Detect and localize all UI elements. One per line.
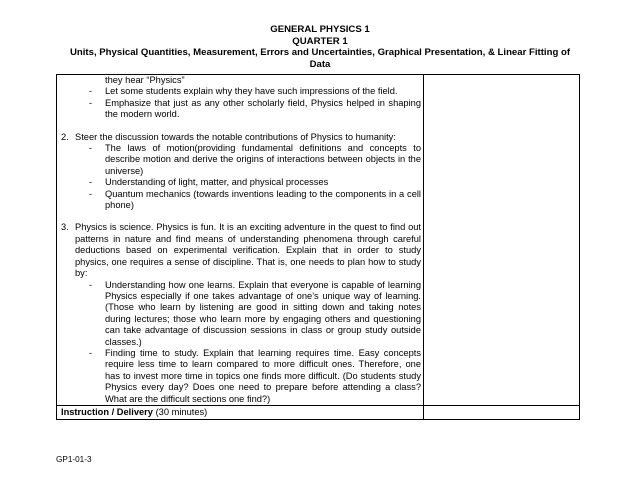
lesson-table [56,74,580,420]
bullet-text: Quantum mechanics (towards inventions leading to the components in a cell phone) [105,188,421,211]
page-footer-code: GP1-01-3 [56,455,92,464]
header-topic-continued: Data [309,58,331,70]
bullet-text: The laws of motion(providing fundamental definitions and concepts to describe motion and derive the origins of interactions between objects in the universe) [105,143,421,176]
section1-bullet [61,86,421,97]
section3-number: 3. [61,222,69,233]
bullet-text: Finding time to study. Explain that learning requires time. Easy concepts require less time to learn compared to more difficult ones. Therefore, one has to invest more time in topics one finds more difficult. (Do students study Physics every day? Does one need to prepare before attending a class? What are the difficult sections one find?) [105,347,421,404]
lesson-content-cell [61,75,421,405]
bullet-text: Understanding how one learns. Explain that everyone is capable of learning Physics especially if one takes advantage of one’s unique way of learning. (Those who learn by listening are good in sitting down and taking notes during lectures; those who learn more by engaging others and questioning can take advantage of discussion sessions in class or group study outside classes.) [105,279,421,347]
bullet-text: Understanding of light, matter, and physical processes [105,177,329,188]
bullet-text: Let some students explain why they have such impressions of the field. [105,86,398,97]
bullet-dash: - [89,177,93,188]
section2-text: Steer the discussion towards the notable contributions of Physics to humanity: [75,131,396,142]
section2-bullet [61,177,421,188]
bullet-dash: - [89,279,93,290]
header-course-title: GENERAL PHYSICS 1 [270,24,370,35]
section1-bullet [61,98,421,121]
bullet-dash: - [89,97,93,108]
row-divider [57,405,579,406]
header-quarter: QUARTER 1 [292,35,348,47]
column-divider [423,75,424,419]
section3-item [61,222,421,279]
section3-bullet [61,280,421,348]
section2-item [61,132,421,143]
section3-text: Physics is science. Physics is fun. It is an exciting adventure in the quest to find out patterns in nature and find means of understanding phenomena through careful deductions based on experimental verification. Explain that in order to study physics, one requires a sense of discipline. That is, one needs to plan how to study by: [75,222,421,279]
document-header [40,24,600,70]
bullet-dash: - [89,188,93,199]
section1-continuation: they hear “Physics” [105,75,185,85]
header-topic: Units, Physical Quantities, Measurement, Errors and Uncertainties, Graphical Presentation, & Linear Fitting of [69,47,571,59]
section2-bullet [61,189,421,212]
section3-bullet [61,348,421,405]
instruction-duration: (30 minutes) [155,407,208,417]
instruction-label: Instruction / Delivery [61,407,153,417]
instruction-delivery-row [61,407,207,418]
bullet-dash: - [89,143,93,154]
section2-number: 2. [61,131,69,142]
section2-bullet [61,143,421,177]
bullet-dash: - [89,86,93,97]
bullet-dash: - [89,347,93,358]
bullet-text: Emphasize that just as any other scholarly field, Physics helped in shaping the modern world. [105,97,421,120]
